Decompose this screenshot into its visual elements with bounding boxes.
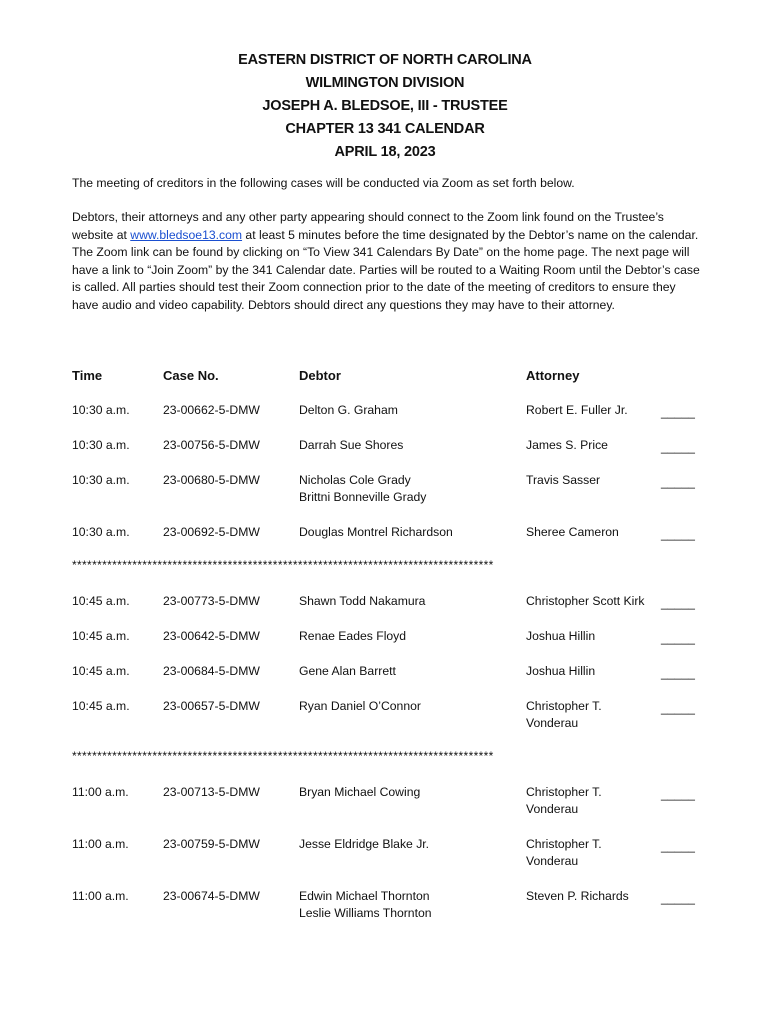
column-header-attorney: Attorney — [526, 368, 580, 383]
row-case-number: 23-00759-5-DMW — [163, 837, 260, 851]
row-debtor-secondary: Leslie Williams Thornton — [299, 906, 432, 920]
row-case-number: 23-00713-5-DMW — [163, 785, 260, 799]
row-check-blank: _____ — [661, 787, 695, 801]
column-header-debtor: Debtor — [299, 368, 341, 383]
row-debtor: Douglas Montrel Richardson — [299, 525, 453, 539]
header-district: EASTERN DISTRICT OF NORTH CAROLINA — [238, 52, 532, 68]
instructions-text-before: Debtors, their attorneys and any other party appearing should connect to the Zoom link found on the Trustee’s website at — [72, 210, 664, 242]
intro-paragraph: The meeting of creditors in the following cases will be conducted via Zoom as set forth below. — [72, 176, 575, 190]
row-debtor: Nicholas Cole Grady — [299, 473, 411, 487]
row-time: 10:30 a.m. — [72, 473, 130, 487]
row-attorney: Christopher T. — [526, 785, 602, 799]
row-debtor-secondary: Brittni Bonneville Grady — [299, 490, 427, 504]
row-debtor: Edwin Michael Thornton — [299, 889, 430, 903]
row-debtor: Renae Eades Floyd — [299, 629, 407, 643]
row-debtor: Shawn Todd Nakamura — [299, 594, 426, 608]
row-check-blank: _____ — [661, 475, 695, 489]
document-header — [0, 49, 770, 164]
row-check-blank: _____ — [661, 527, 695, 541]
row-attorney: Travis Sasser — [526, 473, 601, 487]
row-case-number: 23-00692-5-DMW — [163, 525, 260, 539]
row-time: 11:00 a.m. — [72, 785, 129, 799]
row-case-number: 23-00642-5-DMW — [163, 629, 260, 643]
section-separator: ************************************************************************************ — [72, 749, 494, 763]
row-time: 10:30 a.m. — [72, 438, 130, 452]
section-separator: ************************************************************************************ — [72, 558, 494, 572]
trustee-website-link[interactable]: www.bledsoe13.com — [130, 227, 243, 242]
row-attorney: Christopher T. — [526, 837, 602, 851]
row-debtor: Ryan Daniel O’Connor — [299, 699, 421, 713]
row-attorney: Joshua Hillin — [526, 664, 596, 678]
header-trustee: JOSEPH A. BLEDSOE, III - TRUSTEE — [262, 98, 508, 114]
row-check-blank: _____ — [661, 631, 695, 645]
row-attorney: James S. Price — [526, 438, 608, 452]
row-time: 10:45 a.m. — [72, 594, 130, 608]
row-check-blank: _____ — [661, 701, 695, 715]
row-time: 11:00 a.m. — [72, 889, 129, 903]
header-calendar-title: CHAPTER 13 341 CALENDAR — [285, 121, 485, 137]
row-check-blank: _____ — [661, 440, 695, 454]
row-case-number: 23-00684-5-DMW — [163, 664, 260, 678]
row-debtor: Bryan Michael Cowing — [299, 785, 421, 799]
row-case-number: 23-00657-5-DMW — [163, 699, 260, 713]
column-header-time: Time — [72, 368, 103, 383]
row-check-blank: _____ — [661, 891, 695, 905]
row-case-number: 23-00674-5-DMW — [163, 889, 260, 903]
row-debtor: Gene Alan Barrett — [299, 664, 396, 678]
row-case-number: 23-00773-5-DMW — [163, 594, 260, 608]
row-time: 10:30 a.m. — [72, 403, 130, 417]
row-debtor: Darrah Sue Shores — [299, 438, 404, 452]
row-attorney: Sheree Cameron — [526, 525, 619, 539]
header-date: APRIL 18, 2023 — [334, 144, 436, 160]
row-attorney: Robert E. Fuller Jr. — [526, 403, 628, 417]
row-attorney: Joshua Hillin — [526, 629, 596, 643]
row-attorney: Christopher T. — [526, 699, 602, 713]
row-check-blank: _____ — [661, 839, 695, 853]
row-check-blank: _____ — [661, 666, 695, 680]
row-time: 10:45 a.m. — [72, 664, 130, 678]
row-time: 10:30 a.m. — [72, 525, 130, 539]
row-check-blank: _____ — [661, 596, 695, 610]
row-attorney-secondary: Vonderau — [526, 802, 579, 816]
row-case-number: 23-00756-5-DMW — [163, 438, 260, 452]
row-check-blank: _____ — [661, 405, 695, 419]
row-time: 11:00 a.m. — [72, 837, 129, 851]
row-attorney: Steven P. Richards — [526, 889, 629, 903]
row-time: 10:45 a.m. — [72, 629, 130, 643]
row-case-number: 23-00662-5-DMW — [163, 403, 260, 417]
header-division: WILMINGTON DIVISION — [305, 75, 465, 91]
instructions-paragraph — [72, 209, 702, 314]
row-debtor: Jesse Eldridge Blake Jr. — [299, 837, 430, 851]
column-header-case: Case No. — [163, 368, 219, 383]
row-attorney: Christopher Scott Kirk — [526, 594, 645, 608]
row-debtor: Delton G. Graham — [299, 403, 398, 417]
row-case-number: 23-00680-5-DMW — [163, 473, 260, 487]
row-time: 10:45 a.m. — [72, 699, 130, 713]
row-attorney-secondary: Vonderau — [526, 716, 579, 730]
row-attorney-secondary: Vonderau — [526, 854, 579, 868]
instructions-text-after: at least 5 minutes before the time designated by the Debtor’s name on the calendar. The Zoom link can be found by clicking on “To View 341 Calendars By Date” on the home page. The next page will have a link to “Join Zoom” by the 341 Calendar date. Parties will be routed to a Waiting Room until the Debtor’s case is called. All parties should test their Zoom connection prior to the date of the meeting of creditors to ensure they have audio and video capability. Debtors should direct any questions they may have to their attorney. — [72, 227, 700, 312]
